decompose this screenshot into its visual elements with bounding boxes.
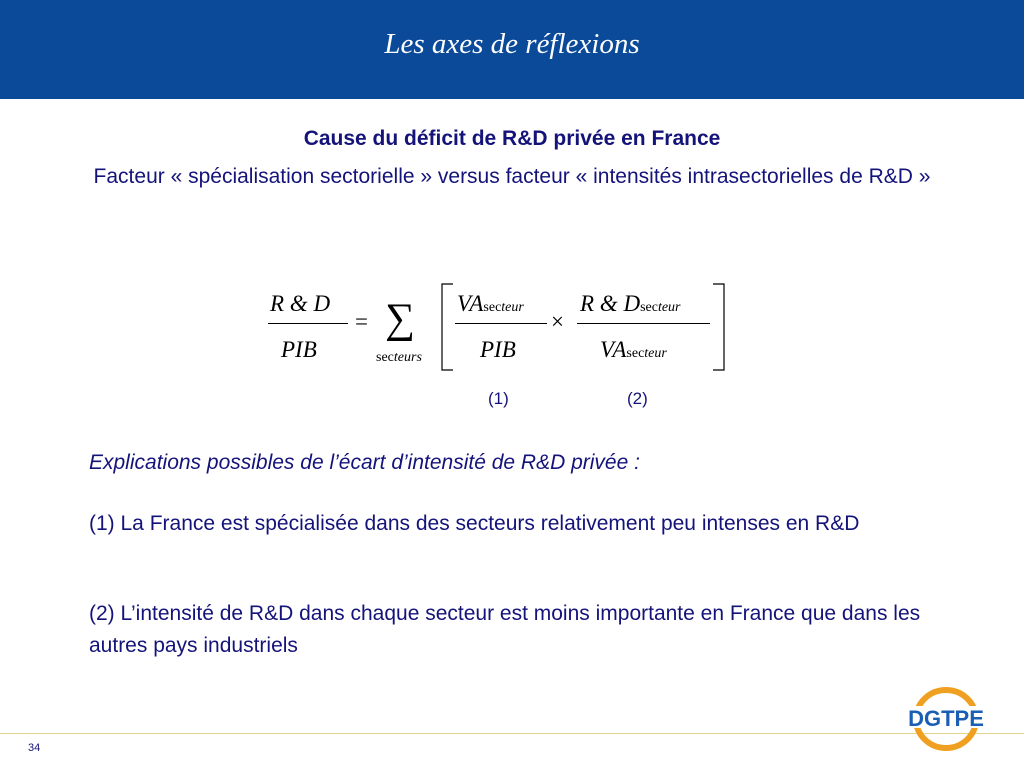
formula-label-2: (2) (627, 389, 648, 408)
formula-term1-denominator: PIB (480, 337, 516, 362)
formula-sum-subscript: secteurs (376, 350, 422, 365)
formula-term1-numerator: VAsecteur (457, 291, 524, 316)
explanations-heading: Explications possibles de l’écart d’intensité de R&D privée : (89, 451, 640, 474)
slide-title: Les axes de réflexions (384, 28, 640, 60)
subtitle-facteur: Facteur « spécialisation sectorielle » versus facteur « intensités intrasectorielles de R&D » (93, 165, 931, 188)
logo-text: DGTPE (908, 706, 984, 731)
dgtpe-logo (893, 682, 998, 752)
formula-term2-fraction-line (577, 323, 710, 324)
footer-divider (0, 733, 1024, 734)
formula-sum-symbol: ∑ (385, 296, 415, 342)
formula-term2-numerator: R & Dsecteur (580, 291, 681, 316)
formula-lhs-denominator: PIB (281, 337, 317, 362)
formula-term2-denominator: VAsecteur (600, 337, 667, 362)
header-bar (0, 0, 1024, 99)
formula-times: × (551, 309, 564, 334)
formula-label-1: (1) (488, 389, 509, 408)
formula-equals: = (355, 309, 368, 334)
formula-right-bracket (711, 283, 727, 371)
formula-term1-fraction-line (455, 323, 547, 324)
explanation-item-2: (2) L’intensité de R&D dans chaque secteur est moins importante en France que dans les autres pays industriels (89, 602, 921, 657)
page-number: 34 (28, 742, 41, 754)
formula (255, 275, 745, 385)
explanation-item-1: (1) La France est spécialisée dans des secteurs relativement peu intenses en R&D (89, 512, 860, 535)
formula-left-bracket (439, 283, 455, 371)
subtitle-cause: Cause du déficit de R&D privée en France (303, 127, 721, 150)
formula-lhs-numerator: R & D (270, 291, 331, 316)
formula-lhs-fraction-line (268, 323, 348, 324)
